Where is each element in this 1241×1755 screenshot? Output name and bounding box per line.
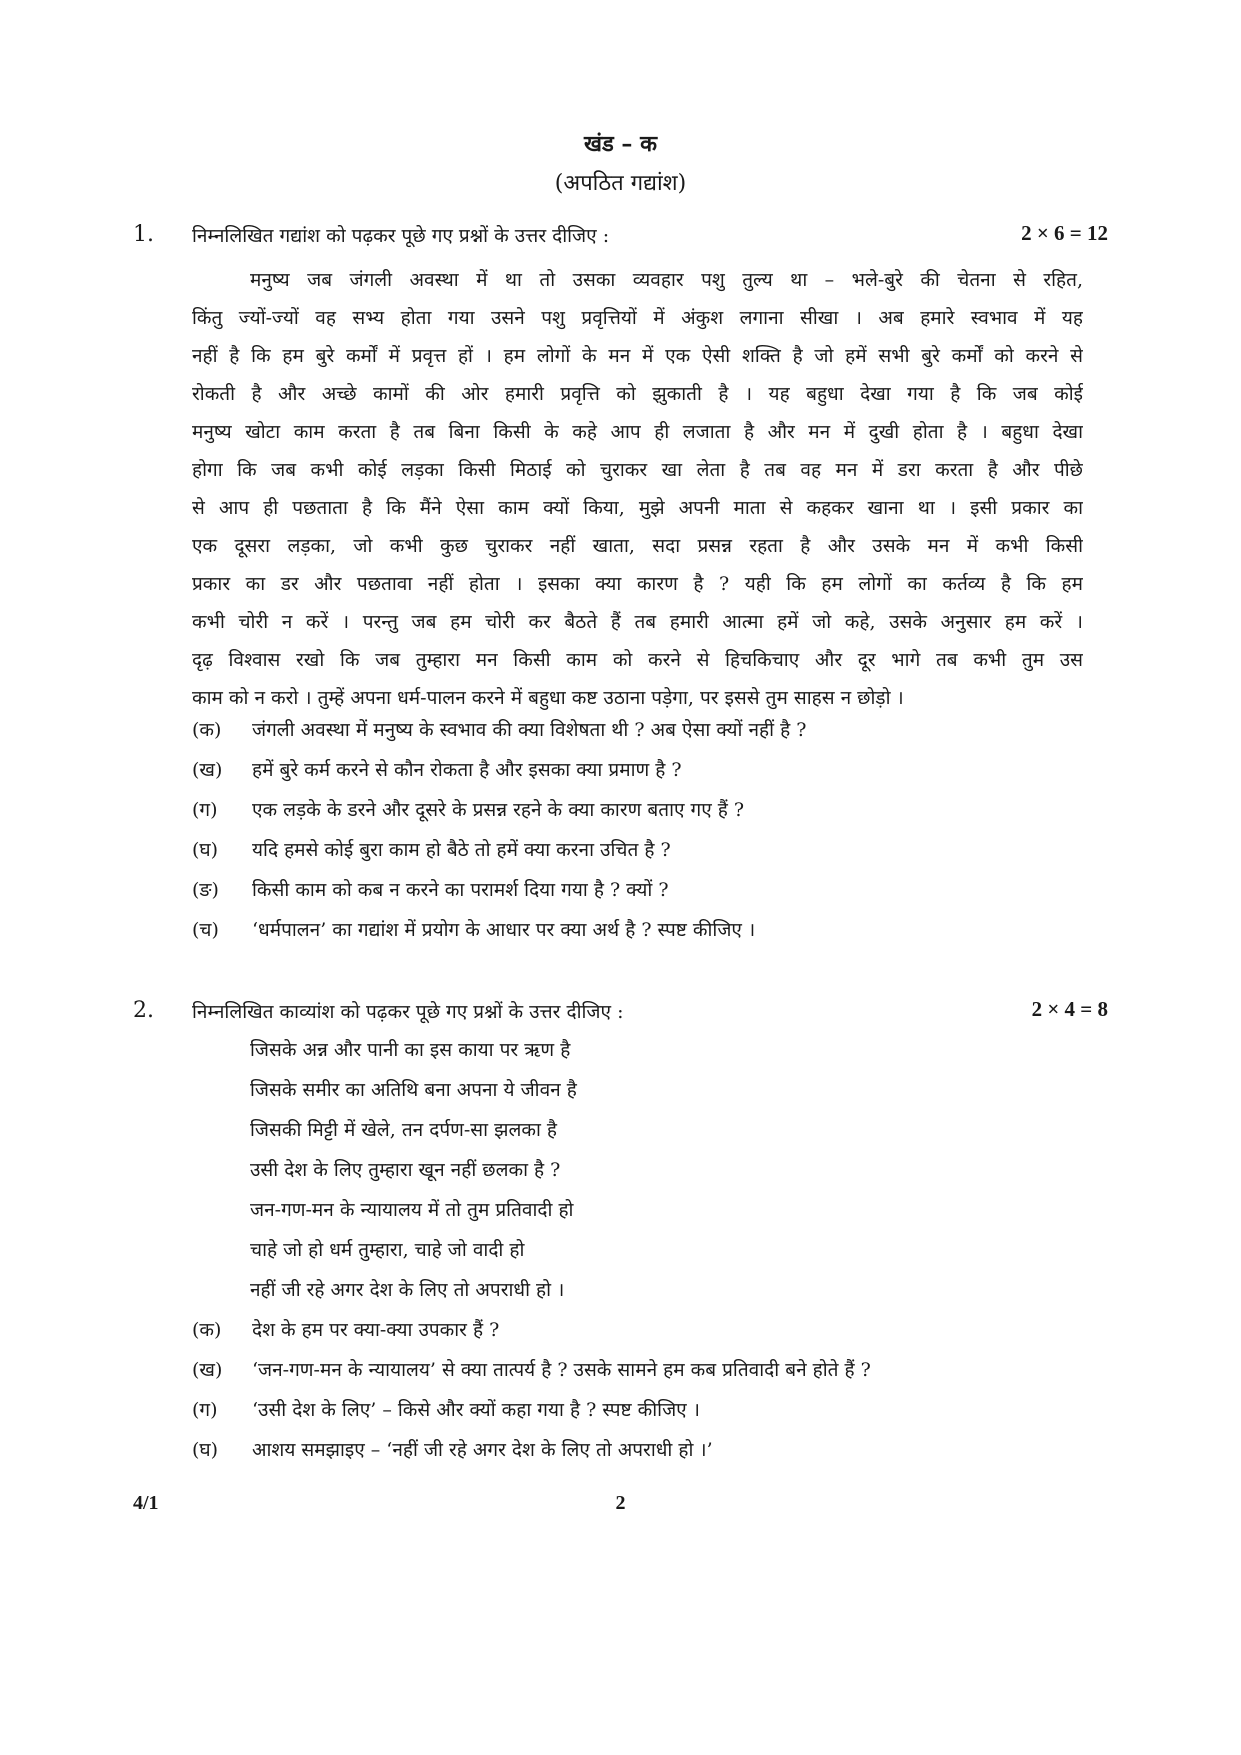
sub-question-label: (ग) xyxy=(192,1399,218,1421)
sub-question-label: (घ) xyxy=(192,839,219,861)
question-2-sub-ka xyxy=(192,1310,499,1350)
page-number: 2 xyxy=(615,1492,626,1514)
sub-question-label: (ख) xyxy=(192,1359,223,1381)
sub-question-label: (ग) xyxy=(192,799,218,821)
passage-line: मनुष्य खोटा काम करता है तब बिना किसी के कहे आप ही लजाता है और मन में दुखी होता है । बहुधा देखा xyxy=(192,421,1083,443)
passage-line: रोकती है और अच्छे कामों की ओर हमारी प्रवृत्ति को झुकाती है । यह बहुधा देखा गया है कि जब कोई xyxy=(192,383,1083,405)
poem-line: जन-गण-मन के न्यायालय में तो तुम प्रतिवादी हो xyxy=(250,1199,574,1221)
section-title: खंड – क xyxy=(584,131,657,157)
question-1-sub-gha xyxy=(192,830,671,870)
paper-code: 4/1 xyxy=(133,1492,159,1514)
sub-question-text: ‘धर्मपालन’ का गद्यांश में प्रयोग के आधार पर क्या अर्थ है ? स्पष्ट कीजिए । xyxy=(252,919,756,941)
sub-question-label: (घ) xyxy=(192,1439,219,1461)
sub-question-text: एक लड़के के डरने और दूसरे के प्रसन्न रहने के क्या कारण बताए गए हैं ? xyxy=(252,799,745,821)
sub-question-label: (ख) xyxy=(192,759,223,781)
passage-line: दृढ़ विश्वास रखो कि जब तुम्हारा मन किसी काम को करने से हिचकिचाए और दूर भागे तब कभी तुम उस xyxy=(192,649,1083,671)
question-1-marks: 2 × 6 = 12 xyxy=(1021,221,1108,245)
sub-question-label: (क) xyxy=(192,1319,222,1341)
question-2-number: 2. xyxy=(133,998,154,1023)
passage-line: कभी चोरी न करें । परन्तु जब हम चोरी कर बैठते हैं तब हमारी आत्मा हमें जो कहे, उसके अनुसार हम करें । xyxy=(192,611,1083,633)
question-2-sub-ga xyxy=(192,1390,700,1430)
sub-question-text: देश के हम पर क्या-क्या उपकार हैं ? xyxy=(252,1319,500,1341)
sub-question-text: जंगली अवस्था में मनुष्य के स्वभाव की क्या विशेषता थी ? अब ऐसा क्यों नहीं है ? xyxy=(252,719,807,741)
passage-line: से आप ही पछताता है कि मैंने ऐसा काम क्यों किया, मुझे अपनी माता से कहकर खाना था । इसी प्रकार का xyxy=(192,497,1083,519)
passage-line: किंतु ज्यों-ज्यों वह सभ्य होता गया उसने पशु प्रवृत्तियों में अंकुश लगाना सीखा । अब हमारे स्वभाव में यह xyxy=(192,307,1083,329)
sub-question-label: (ङ) xyxy=(192,879,219,901)
poem-line: उसी देश के लिए तुम्हारा खून नहीं छलका है ? xyxy=(250,1159,561,1181)
passage-line: मनुष्य जब जंगली अवस्था में था तो उसका व्यवहार पशु तुल्य था – भले-बुरे की चेतना से रहित, xyxy=(250,269,1083,291)
passage-line: काम को न करो । तुम्हें अपना धर्म-पालन करने में बहुधा कष्ट उठाना पड़ेगा, पर इससे तुम साहस न छोड़ो । xyxy=(192,687,904,709)
passage-line: प्रकार का डर और पछतावा नहीं होता । इसका क्या कारण है ? यही कि हम लोगों का कर्तव्य है कि हम xyxy=(192,573,1083,595)
poem-line: चाहे जो हो धर्म तुम्हारा, चाहे जो वादी हो xyxy=(250,1239,525,1261)
sub-question-text: किसी काम को कब न करने का परामर्श दिया गया है ? क्यों ? xyxy=(252,879,669,901)
passage-line: नहीं है कि हम बुरे कर्मों में प्रवृत्त हों । हम लोगों के मन में एक ऐसी शक्ति है जो हमें सभी बुरे कर्मों को करने से xyxy=(192,345,1083,367)
passage-line: होगा कि जब कभी कोई लड़का किसी मिठाई को चुराकर खा लेता है तब वह मन में डरा करता है और पीछे xyxy=(192,459,1083,481)
poem-stanza xyxy=(250,1030,577,1310)
poem-line: नहीं जी रहे अगर देश के लिए तो अपराधी हो । xyxy=(250,1279,565,1301)
question-1-sub-cha xyxy=(192,910,755,950)
question-2-sub-kha xyxy=(192,1350,871,1390)
sub-question-text: ‘जन-गण-मन के न्यायालय’ से क्या तात्पर्य है ? उसके सामने हम कब प्रतिवादी बने होते हैं ? xyxy=(252,1359,871,1381)
question-1-number: 1. xyxy=(133,222,154,247)
poem-line: जिसके अन्न और पानी का इस काया पर ऋण है xyxy=(250,1039,571,1061)
sub-question-text: हमें बुरे कर्म करने से कौन रोकता है और इसका क्या प्रमाण है ? xyxy=(252,759,682,781)
question-2-sub-gha xyxy=(192,1430,713,1470)
sub-question-text: आशय समझाइए – ‘नहीं जी रहे अगर देश के लिए तो अपराधी हो ।’ xyxy=(252,1439,713,1461)
sub-question-text: यदि हमसे कोई बुरा काम हो बैठे तो हमें क्या करना उचित है ? xyxy=(252,839,671,861)
prose-passage xyxy=(192,261,1083,717)
sub-question-label: (च) xyxy=(192,919,219,941)
passage-line: एक दूसरा लड़का, जो कभी कुछ चुराकर नहीं खाता, सदा प्रसन्न रहता है और उसके मन में कभी किसी xyxy=(192,535,1083,557)
sub-question-text: ‘उसी देश के लिए’ – किसे और क्यों कहा गया है ? स्पष्ट कीजिए । xyxy=(252,1399,700,1421)
question-2-marks: 2 × 4 = 8 xyxy=(1031,997,1108,1021)
question-1-sub-kha xyxy=(192,750,682,790)
question-1-sub-nga xyxy=(192,870,669,910)
question-2-instruction: निम्नलिखित काव्यांश को पढ़कर पूछे गए प्रश्नों के उत्तर दीजिए : xyxy=(192,1001,624,1023)
poem-line: जिसके समीर का अतिथि बना अपना ये जीवन है xyxy=(250,1079,577,1101)
section-subtitle: (अपठित गद्यांश) xyxy=(554,171,687,196)
question-1-instruction: निम्नलिखित गद्यांश को पढ़कर पूछे गए प्रश्नों के उत्तर दीजिए : xyxy=(192,225,610,247)
sub-question-label: (क) xyxy=(192,719,222,741)
question-1-sub-ka xyxy=(192,710,806,750)
question-1-sub-ga xyxy=(192,790,744,830)
poem-line: जिसकी मिट्टी में खेले, तन दर्पण-सा झलका है xyxy=(250,1119,558,1141)
